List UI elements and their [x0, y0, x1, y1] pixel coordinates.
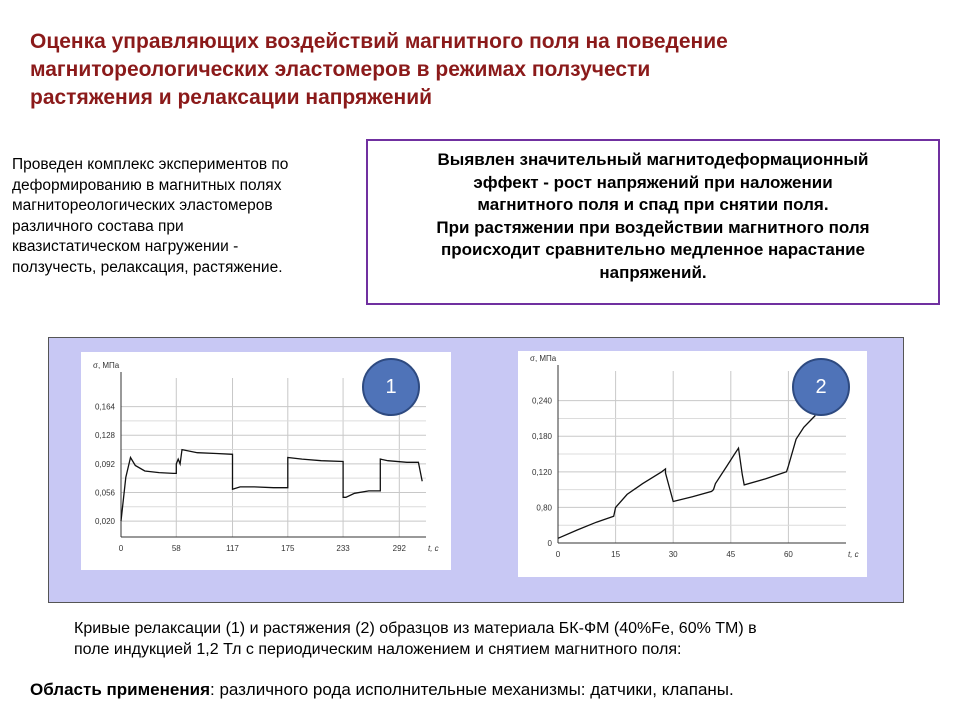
experiment-description	[12, 155, 362, 278]
y-tick-label: 0,180	[531, 432, 552, 442]
description-line: магнитореологических эластомеров	[12, 197, 273, 214]
title-line: Оценка управляющих воздействий магнитного поля на поведение	[30, 30, 728, 53]
y-axis-label: σ, МПа	[93, 361, 120, 370]
x-axis-label: t, с	[848, 550, 859, 559]
figure-caption	[74, 618, 934, 660]
chart-1-badge: 1	[362, 358, 420, 416]
slide-title	[30, 28, 910, 112]
findings-line: эффект - рост напряжений при наложении	[473, 172, 833, 192]
description-line: квазистатическом нагружении -	[12, 238, 239, 255]
y-tick-label: 0,80	[536, 503, 552, 513]
x-axis-label: t, с	[428, 544, 439, 553]
findings-line: При растяжении при воздействии магнитного поля	[436, 217, 870, 237]
x-tick-label: 292	[392, 544, 406, 553]
series-line	[558, 416, 815, 539]
x-tick-label: 15	[611, 550, 621, 559]
caption-line: Кривые релаксации (1) и растяжения (2) образцов из материала БК-ФМ (40%Fe, 60% ТМ) в	[74, 620, 757, 637]
y-tick-label: 0,056	[94, 488, 115, 498]
findings-line: Выявлен значительный магнитодеформационный	[437, 150, 869, 169]
charts-panel	[48, 337, 904, 603]
series-line	[121, 450, 422, 521]
x-tick-label: 233	[336, 544, 350, 553]
y-tick-label: 0,240	[531, 396, 552, 406]
title-line: растяжения и релаксации напряжений	[30, 86, 433, 109]
description-line: Проведен комплекс экспериментов по	[12, 156, 289, 173]
y-tick-label: 0,020	[94, 517, 115, 527]
description-line: деформированию в магнитных полях	[12, 176, 282, 194]
y-axis-label: σ, МПа	[530, 354, 557, 363]
application-label: Область применения	[30, 680, 211, 699]
application-area	[30, 680, 734, 700]
y-tick-label: 0,120	[531, 467, 552, 477]
x-tick-label: 45	[726, 550, 736, 559]
findings-line: происходит сравнительно медленное нарастание	[441, 240, 865, 259]
findings-line: напряжений.	[599, 262, 707, 282]
findings-line: магнитного поля и спад при снятии поля.	[477, 195, 829, 214]
x-tick-label: 30	[668, 550, 678, 559]
findings-box	[366, 139, 940, 305]
y-tick-label: 0,128	[94, 431, 115, 441]
application-text: : различного рода исполнительные механизмы: датчики, клапаны.	[210, 680, 734, 699]
x-tick-label: 0	[118, 544, 124, 553]
title-line: магнитореологических эластомеров в режимах ползучести	[30, 58, 651, 81]
x-tick-label: 117	[226, 544, 239, 553]
x-tick-label: 175	[281, 544, 295, 553]
description-line: ползучесть, релаксация, растяжение.	[12, 258, 283, 276]
y-tick-label: 0	[547, 539, 552, 548]
description-line: различного состава при	[12, 217, 184, 235]
x-tick-label: 60	[783, 550, 793, 559]
x-tick-label: 58	[171, 544, 181, 553]
x-tick-label: 0	[555, 550, 561, 559]
y-tick-label: 0,164	[94, 402, 115, 412]
chart-2-badge: 2	[792, 358, 850, 416]
caption-line: поле индукцией 1,2 Тл с периодическим наложением и снятием магнитного поля:	[74, 641, 682, 658]
y-tick-label: 0,092	[94, 459, 115, 469]
